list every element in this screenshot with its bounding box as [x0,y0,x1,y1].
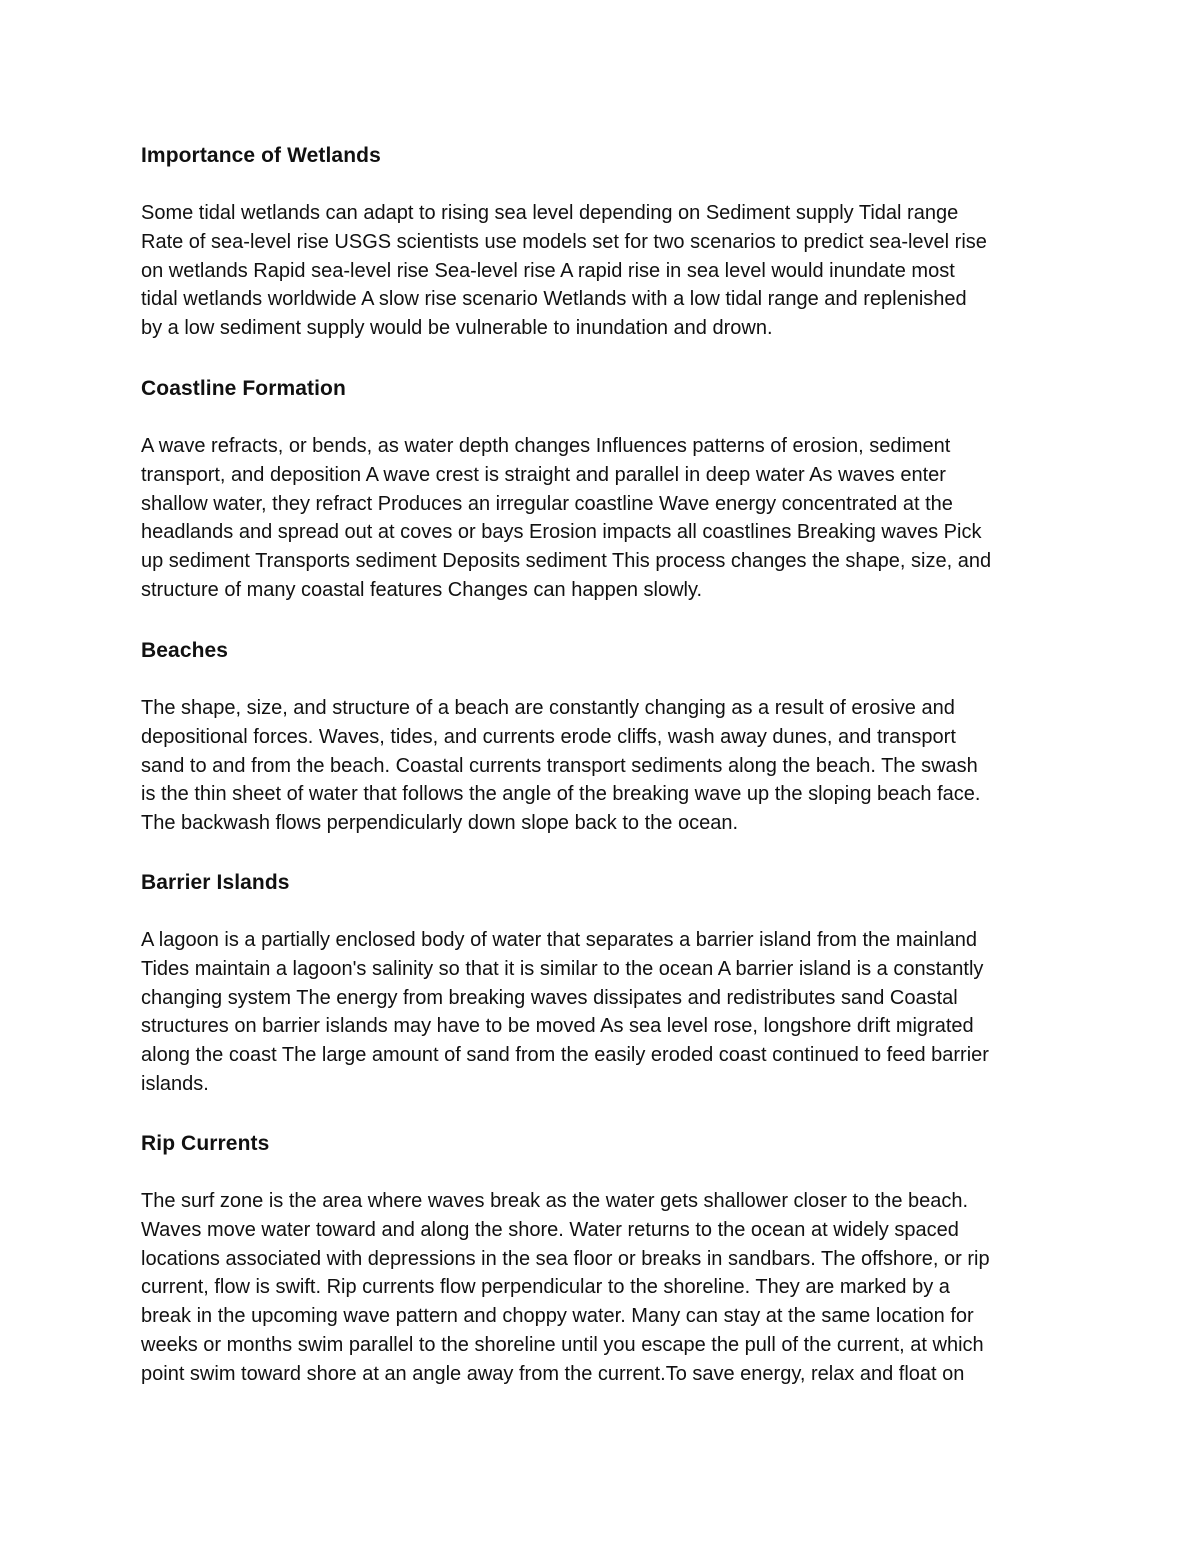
section-heading: Barrier Islands [141,871,290,894]
section-importance-of-wetlands [141,141,1071,343]
section-rip-currents [141,1129,1071,1389]
section-paragraph: The surf zone is the area where waves break as the water gets shallower closer to the beach. Waves move water toward and along the shore. Water returns to the ocean at widely spaced locations associated with depressions in the sea floor or breaks in sandbars. The offshore, or rip current, flow is swift. Rip currents flow perpendicular to the shoreline. They are marked by a break in the upcoming wave pattern and choppy water. Many can stay at the same location for weeks or months swim parallel to the shoreline until you escape the pull of the current, at which point swim toward shore at an angle away from the current.To save energy, relax and float on [141,1190,990,1385]
section-paragraph: Some tidal wetlands can adapt to rising sea level depending on Sediment supply Tidal range Rate of sea-level rise USGS scientists use models set for two scenarios to predict sea-level rise on wetlands Rapid sea-level rise Sea-level rise A rapid rise in sea level would inundate most tidal wetlands worldwide A slow rise scenario Wetlands with a low tidal range and replenished by a low sediment supply would be vulnerable to inundation and drown. [141,202,987,340]
section-heading: Coastline Formation [141,377,346,400]
section-paragraph: A lagoon is a partially enclosed body of water that separates a barrier island from the mainland Tides maintain a lagoon's salinity so that it is similar to the ocean A barrier island is a constantly changing system The energy from breaking waves dissipates and redistributes sand Coastal structures on barrier islands may have to be moved As sea level rose, longshore drift migrated along the coast The large amount of sand from the easily eroded coast continued to feed barrier islands. [141,929,989,1095]
section-coastline-formation [141,374,1071,605]
section-paragraph: A wave refracts, or bends, as water depth changes Influences patterns of erosion, sediment transport, and deposition A wave crest is straight and parallel in deep water As waves enter shallow water, they refract Produces an irregular coastline Wave energy concentrated at the headlands and spread out at coves or bays Erosion impacts all coastlines Breaking waves Pick up sediment Transports sediment Deposits sediment This process changes the shape, size, and structure of many coastal features Changes can happen slowly. [141,435,992,601]
section-heading: Importance of Wetlands [141,144,381,167]
section-heading: Rip Currents [141,1132,270,1155]
section-beaches [141,636,1071,838]
section-paragraph: The shape, size, and structure of a beach are constantly changing as a result of erosive and depositional forces. Waves, tides, and currents erode cliffs, wash away dunes, and transport sand to and from the beach. Coastal currents transport sediments along the beach. The swash is the thin sheet of water that follows the angle of the breaking wave up the sloping beach face. The backwash flows perpendicularly down slope back to the ocean. [141,697,981,835]
section-barrier-islands [141,868,1071,1099]
section-heading: Beaches [141,639,229,662]
